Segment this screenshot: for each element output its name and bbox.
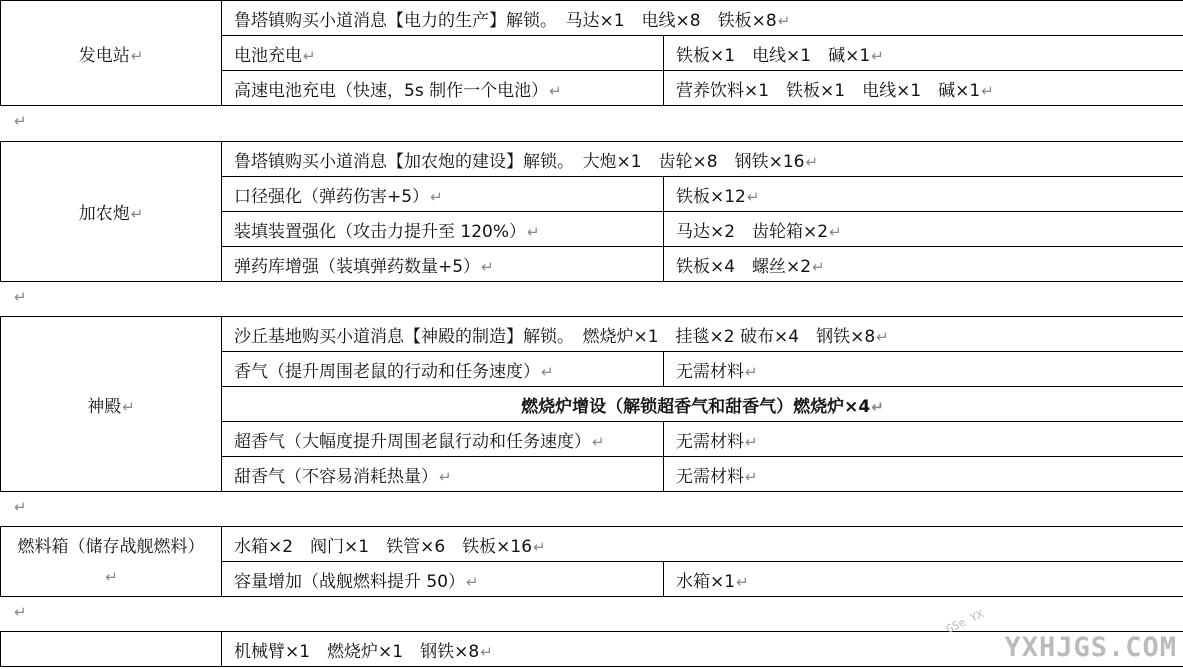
paragraph-mark: ↵ (812, 257, 825, 276)
item-text: 香气（提升周围老鼠的行动和任务速度） (234, 361, 540, 382)
item-cell (222, 352, 664, 387)
unlock-cell (222, 142, 1183, 177)
paragraph-mark: ↵ (130, 205, 144, 223)
item-cell (222, 212, 664, 247)
paragraph-mark: ↵ (122, 397, 135, 416)
paragraph-mark: ↵ (829, 222, 842, 241)
materials-cell (664, 247, 1183, 282)
unlock-text: 水箱×2 阀门×1 铁管×6 铁板×16 (234, 536, 533, 557)
paragraph-mark: ↵ (130, 46, 144, 65)
materials-cell (664, 562, 1183, 597)
item-text: 电池充电 (234, 45, 302, 66)
watermark-small-text: GSe YX (944, 607, 986, 636)
empty-paragraph: ↵ (14, 288, 27, 306)
upgrade-text: 燃烧炉增设（解锁超香气和甜香气）燃烧炉×4 (521, 396, 871, 417)
item-cell (222, 457, 664, 492)
section-name: 燃料箱（储存战舰燃料） (17, 536, 205, 557)
section-name: 神殿 (87, 396, 122, 417)
paragraph-mark: ↵ (876, 327, 889, 346)
unlock-cell (222, 1, 1183, 36)
watermark-text: YXHJGS.COM (1004, 632, 1177, 663)
paragraph-mark: ↵ (439, 467, 452, 486)
item-text: 甜香气（不容易消耗热量） (234, 466, 438, 487)
item-cell (222, 36, 664, 71)
section-name-cell (1, 142, 222, 282)
site-watermark (937, 607, 1177, 663)
item-text: 容量增加（战舰燃料提升 50） (234, 571, 466, 592)
unlock-cell (222, 317, 1183, 352)
materials-cell (664, 36, 1183, 71)
unlock-text: 鲁塔镇购买小道消息【加农炮的建设】解锁。 大炮×1 齿轮×8 钢铁×16 (234, 151, 805, 172)
paragraph-mark: ↵ (871, 397, 884, 416)
upgrade-cell (222, 387, 1183, 422)
materials-cell (664, 352, 1183, 387)
item-cell (222, 177, 664, 212)
shrine-table (0, 316, 1183, 492)
paragraph-mark: ↵ (303, 46, 316, 65)
cannon-table (0, 141, 1183, 282)
paragraph-mark: ↵ (777, 11, 791, 30)
section-name: 发电站 (78, 45, 130, 66)
paragraph-mark: ↵ (480, 642, 493, 661)
item-text: 高速电池充电（快速，5s 制作一个电池） (234, 80, 549, 101)
unlock-text: 机械臂×1 燃烧炉×1 钢铁×8 (234, 641, 480, 662)
power-station-table (0, 0, 1183, 106)
materials-text: 无需材料 (676, 431, 744, 452)
unlock-cell (222, 527, 1183, 562)
item-cell (222, 71, 664, 106)
paragraph-mark: ↵ (533, 537, 546, 556)
materials-cell (664, 457, 1183, 492)
table-row (1, 1, 1183, 36)
item-text: 弹药库增强（装填弹药数量+5） (234, 256, 481, 277)
empty-paragraph: ↵ (14, 112, 27, 130)
paragraph-mark: ↵ (745, 432, 758, 451)
materials-cell (664, 177, 1183, 212)
paragraph-mark: ↵ (745, 362, 758, 381)
section-name-cell (1, 632, 222, 667)
fuel-tank-table (0, 526, 1183, 597)
section-name-cell (1, 317, 222, 492)
paragraph-mark: ↵ (105, 567, 118, 586)
table-row (1, 317, 1183, 352)
empty-paragraph: ↵ (14, 603, 27, 621)
materials-cell (664, 71, 1183, 106)
materials-text: 铁板×4 螺丝×2 (676, 256, 812, 277)
table-row (1, 142, 1183, 177)
paragraph-mark: ↵ (745, 467, 758, 486)
paragraph-mark: ↵ (871, 46, 884, 65)
materials-text: 铁板×12 (676, 186, 746, 207)
item-cell (222, 422, 664, 457)
unlock-text: 沙丘基地购买小道消息【神殿的制造】解锁。 燃烧炉×1 挂毯×2 破布×4 钢铁×8 (234, 326, 876, 347)
item-text: 超香气（大幅度提升周围老鼠行动和任务速度） (234, 431, 591, 452)
table-row (1, 527, 1183, 562)
section-name-cell (1, 1, 222, 106)
paragraph-mark: ↵ (736, 572, 749, 591)
materials-text: 无需材料 (676, 466, 744, 487)
item-cell (222, 247, 664, 282)
paragraph-mark: ↵ (527, 222, 540, 241)
item-cell (222, 562, 664, 597)
paragraph-mark: ↵ (430, 187, 443, 206)
materials-text: 营养饮料×1 铁板×1 电线×1 碱×1 (676, 80, 981, 101)
item-text: 装填装置强化（攻击力提升至 120%） (234, 221, 527, 242)
paragraph-mark: ↵ (805, 152, 819, 171)
paragraph-mark: ↵ (481, 257, 494, 276)
materials-text: 铁板×1 电线×1 碱×1 (676, 45, 871, 66)
materials-text: 马达×2 齿轮箱×2 (676, 221, 829, 242)
paragraph-mark: ↵ (549, 81, 562, 100)
materials-text: 水箱×1 (676, 571, 736, 592)
paragraph-mark: ↵ (466, 572, 479, 591)
section-name: 加农炮 (78, 204, 130, 224)
paragraph-mark: ↵ (981, 81, 994, 100)
paragraph-mark: ↵ (541, 362, 554, 381)
materials-text: 无需材料 (676, 361, 744, 382)
paragraph-mark: ↵ (592, 432, 605, 451)
item-text: 口径强化（弹药伤害+5） (234, 186, 430, 207)
paragraph-mark: ↵ (746, 187, 760, 206)
materials-cell (664, 422, 1183, 457)
section-name-cell (1, 527, 222, 597)
empty-paragraph: ↵ (14, 498, 27, 516)
materials-cell (664, 212, 1183, 247)
unlock-text: 鲁塔镇购买小道消息【电力的生产】解锁。 马达×1 电线×8 铁板×8 (234, 10, 777, 31)
